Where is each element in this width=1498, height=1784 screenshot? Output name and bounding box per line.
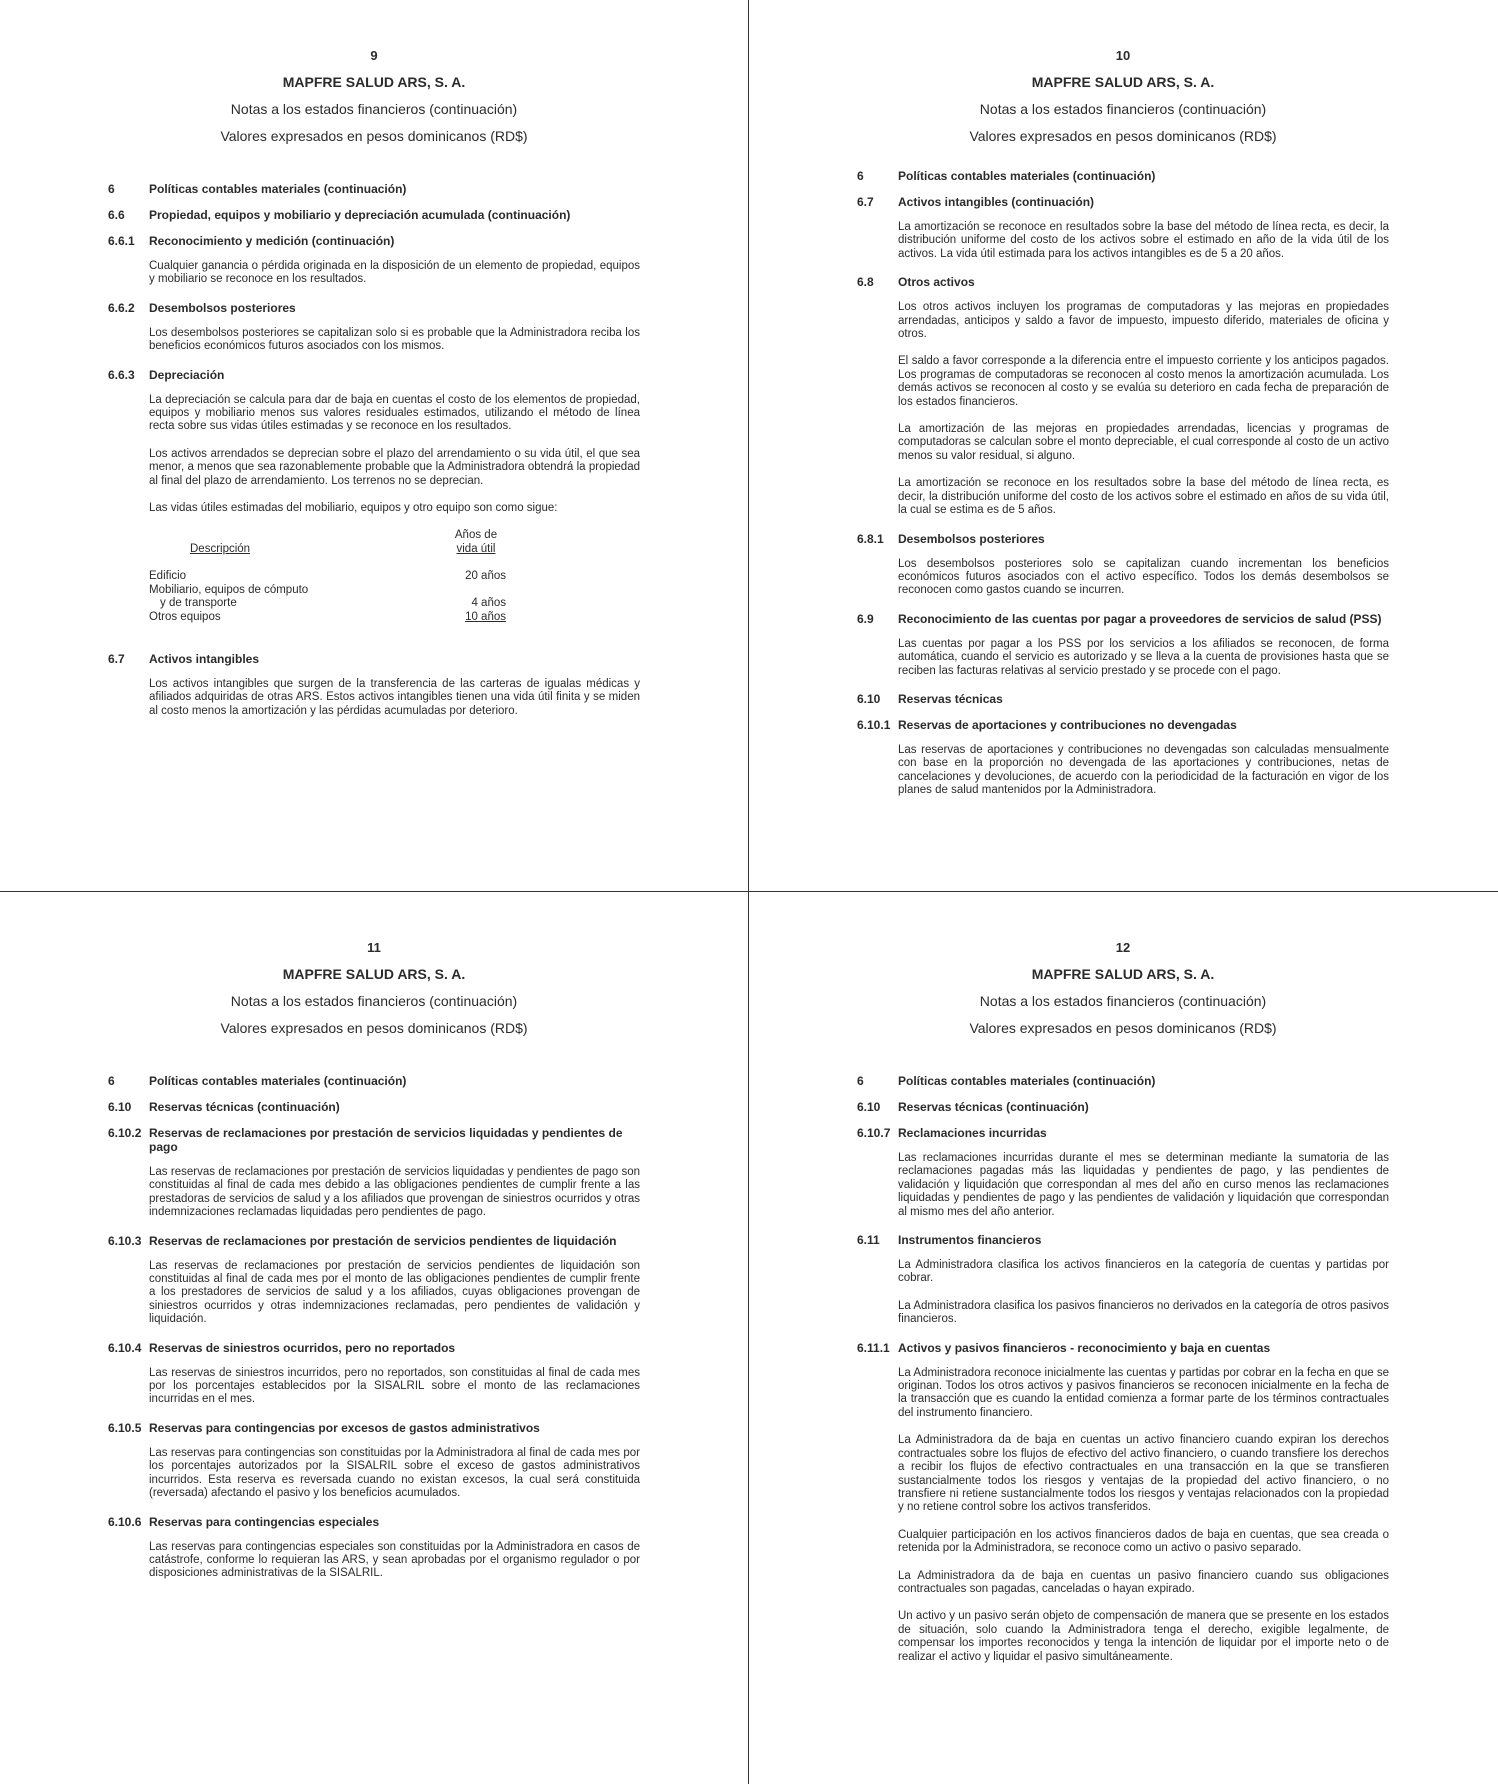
section-title: Reservas de aportaciones y contribuciones no devengadas (898, 717, 1237, 732)
section-number: 6.6.1 (108, 234, 135, 248)
section-heading (108, 1100, 640, 1114)
paragraph: La amortización se reconoce en los resultados sobre la base del método de línea recta, es decir, la distribución uniforme del costo de los activos sobre el estimado en años de su vida útil, la cual se estima es de 5 años. (898, 477, 1389, 517)
useful-life-table (149, 529, 506, 623)
section-heading (857, 195, 1389, 209)
section-number: 6 (857, 1074, 864, 1088)
section-title: Reservas para contingencias por excesos de gastos administrativos (149, 1420, 540, 1435)
paragraph: Las cuentas por pagar a los PSS por los servicios a los afiliados se reconocen, de forma automática, cuando el servicio es autorizado y se lleva a la cuenta de provisiones hasta que se reciben las facturas relativas al servicio prestado y se procede con el pago. (898, 637, 1389, 677)
section-number: 6.10.7 (857, 1126, 891, 1140)
company-name: MAPFRE SALUD ARS, S. A. (282, 74, 466, 90)
section-title: Activos y pasivos financieros - reconocimiento y baja en cuentas (898, 1340, 1271, 1355)
section-number: 6.8 (857, 275, 874, 290)
section-heading (857, 1100, 1389, 1114)
section-number: 6.6 (108, 208, 125, 222)
company-name: MAPFRE SALUD ARS, S. A. (282, 966, 466, 982)
section-heading (108, 208, 640, 222)
company-name: MAPFRE SALUD ARS, S. A. (1031, 74, 1215, 90)
section-title: Reservas técnicas (continuación) (149, 1100, 340, 1114)
section-heading (108, 1515, 640, 1529)
paragraph: La depreciación se calcula para dar de baja en cuentas el costo de los elementos de propiedad, equipos y mobiliario menos sus valores residuales estimados, utilizando el método de línea recta sobre sus vidas útiles estimadas y se reconoce en los resultados. (149, 393, 640, 433)
section-heading (857, 532, 1389, 546)
page-header (857, 0, 1389, 144)
section-heading (857, 1074, 1389, 1088)
paragraph: La Administradora reconoce inicialmente las cuentas y partidas por cobrar en la fecha en que se originan. Todos los otros activos y pasivos financieros se reconocen inicialmente en la fecha de la transacción que es cuando la entidad comienza a formar parte de los términos contractuales del instrumento financiero. (898, 1366, 1389, 1419)
section-heading (857, 169, 1389, 183)
section-number: 6 (108, 1074, 115, 1088)
page-number: 9 (370, 48, 378, 63)
section-number: 6.10 (857, 691, 881, 706)
table-cell-label: Mobiliario, equipos de cómputo (149, 583, 309, 596)
section-heading (108, 1074, 640, 1088)
section-title: Reservas para contingencias especiales (149, 1514, 380, 1529)
paragraph: Los activos intangibles que surgen de la transferencia de las carteras de igualas médicas y afiliados adquiridas de otras ARS. Estos activos intangibles tienen una vida útil finita y se miden al costo menos la amortización y las pérdidas acumuladas por deterioro. (149, 677, 640, 717)
section-number: 6.8.1 (857, 531, 884, 546)
section-title: Reconocimiento de las cuentas por pagar a proveedores de servicios de salud (PSS) (898, 611, 1382, 626)
table-cell-label: Edificio (149, 570, 187, 583)
paragraph: Cualquier ganancia o pérdida originada en la disposición de un elemento de propiedad, equipos y mobiliario se reconoce en los resultados. (149, 260, 640, 286)
paragraph: Las reservas de aportaciones y contribuciones no devengadas son calculadas mensualmente con base en la proporción no devengada de las aportaciones y contribuciones, netas de cancelaciones y devoluciones, de acuerdo con la periodicidad de la facturación en vigor de los planes de salud mantenidos por la Administradora. (898, 743, 1389, 797)
currency-note: Valores expresados en pesos dominicanos (RD$) (220, 1020, 528, 1036)
currency-note: Valores expresados en pesos dominicanos (RD$) (220, 128, 528, 144)
section-number: 6.10.5 (108, 1420, 142, 1435)
section-title: Reservas técnicas (898, 691, 1003, 706)
paragraph: Cualquier participación en los activos financieros dados de baja en cuentas, que sea creada o retenida por la Administradora, se reconoce como un activo o pasivo separado. (898, 1528, 1389, 1555)
paragraph: El saldo a favor corresponde a la diferencia entre el impuesto corriente y los anticipos pagados. Los programas de computadoras se reconocen al costo menos la amortización acumulada. Los demás activos se reconocen al costo y se evalúa su deterioro en cada fecha de preparación de los estados financieros. (898, 355, 1389, 408)
page-number: 12 (1115, 940, 1131, 955)
page-10 (749, 0, 1497, 891)
section-heading (857, 1233, 1389, 1247)
paragraph: Los activos arrendados se deprecian sobre el plazo del arrendamiento o su vida útil, el que sea menor, a menos que sea razonablemente probable que la Administradora obtendrá la propiedad al final del plazo de arrendamiento. Los terrenos no se deprecian. (149, 447, 640, 487)
page-subtitle: Notas a los estados financieros (continuación) (230, 993, 518, 1009)
page-body (857, 1074, 1389, 1664)
section-title: Propiedad, equipos y mobiliario y depreciación acumulada (continuación) (149, 208, 571, 222)
table-cell-value: 10 años (465, 610, 506, 623)
table-header-description: Descripción (190, 542, 251, 555)
section-title: Reservas de reclamaciones por prestación de servicios liquidadas y pendientes de pago (149, 1126, 623, 1154)
paragraph: La Administradora da de baja en cuentas un activo financiero cuando expiran los derechos contractuales sobre los flujos de efectivo del activo financiero, o cuando transfiere los derechos a recibir los flujos de efectivo contractuales en una transacción en la que se transfieren sustancialmente todos los riesgos y ventajas de la propiedad del activo financiero, o no transfiere ni retiene sustancialmente todos los riesgos y ventajas relacionados con la propiedad y no retiene control sobre los activos transferidos. (898, 1434, 1389, 1514)
table-row (149, 570, 506, 583)
section-heading (857, 275, 1389, 289)
section-number: 6.10.6 (108, 1514, 142, 1529)
section-number: 6.6.2 (108, 300, 135, 315)
table-header-row (149, 529, 506, 556)
paragraph: Los otros activos incluyen los programas de computadoras y las mejoras en propiedades arrendadas, anticipos y saldo a favor de impuesto, impuesto diferido, materiales de oficina y otros. (898, 301, 1389, 341)
page-subtitle: Notas a los estados financieros (continuación) (979, 101, 1267, 117)
company-name: MAPFRE SALUD ARS, S. A. (1031, 966, 1215, 982)
page-body (108, 1074, 640, 1581)
paragraph: Las vidas útiles estimadas del mobiliario, equipos y otro equipo son como sigue: (149, 502, 558, 515)
paragraph: Las reservas de siniestros incurridos, pero no reportados, son constituidas al final de cada mes por los porcentajes establecidos por la SISALRIL sobre el monto de las reclamaciones incurridas en el mes. (149, 1366, 640, 1406)
section-title: Reservas de siniestros ocurridos, pero no reportados (149, 1340, 456, 1355)
page-header (108, 0, 640, 144)
section-heading (108, 1341, 640, 1355)
section-title: Políticas contables materiales (continuación) (149, 182, 407, 196)
section-title: Desembolsos posteriores (149, 300, 296, 315)
section-title: Reservas técnicas (continuación) (898, 1100, 1089, 1114)
section-heading (857, 718, 1389, 732)
section-heading (108, 652, 640, 666)
table-row (149, 597, 506, 610)
page-12 (749, 892, 1497, 1783)
section-number: 6.10.2 (108, 1126, 142, 1140)
section-number: 6.10.3 (108, 1233, 142, 1248)
section-number: 6 (857, 169, 864, 183)
section-heading (108, 1126, 640, 1154)
section-title: Instrumentos financieros (898, 1233, 1042, 1248)
table-cell-label: Otros equipos (149, 610, 221, 623)
section-heading (857, 1126, 1389, 1140)
table-row (149, 584, 506, 597)
page-header (857, 892, 1389, 1036)
section-heading (857, 692, 1389, 706)
section-number: 6 (108, 182, 115, 196)
paragraph: Las reservas para contingencias son constituidas por la Administradora al final de cada mes por los porcentajes autorizados por la SISALRIL sobre el exceso de gastos administrativos incurridos. Esta reserva es reversada cuando no existan excesos, la cual será constituida (reversada) afectando el pasivo y los beneficios acumulados. (149, 1446, 640, 1500)
section-number: 6.10.1 (857, 717, 891, 732)
page-11 (0, 892, 748, 1783)
section-number: 6.10 (108, 1100, 132, 1114)
paragraph: La amortización se reconoce en resultados sobre la base del método de línea recta, es decir, la distribución uniforme del costo de los activos sobre el estimado en año de la vida útil de los activos. La vida útil estimada para los activos intangibles es de 5 a 20 años. (898, 221, 1389, 260)
section-number: 6.6.3 (108, 367, 135, 382)
paragraph: La Administradora clasifica los pasivos financieros no derivados en la categoría de otros pasivos financieros. (898, 1299, 1389, 1326)
section-number: 6.7 (857, 195, 874, 209)
section-number: 6.7 (108, 651, 125, 666)
section-title: Activos intangibles (149, 651, 260, 666)
section-title: Políticas contables materiales (continuación) (149, 1074, 407, 1088)
table-header-line1: Años de (454, 529, 498, 542)
section-number: 6.9 (857, 611, 874, 626)
table-header-line2: vida útil (456, 542, 496, 555)
currency-note: Valores expresados en pesos dominicanos (RD$) (969, 1020, 1277, 1036)
table-cell-value: 20 años (465, 570, 506, 583)
page-body (108, 182, 640, 718)
paragraph: Las reclamaciones incurridas durante el mes se determinan mediante la sumatoria de las reclamaciones pagadas más las liquidadas y pendientes de pago, y las pendientes de validación y liquidación que correspondan al mes del año en curso menos las reclamaciones liquidadas y pendientes de pago y las pendientes de validación y liquidación que correspondan al mismo mes del año anterior. (898, 1152, 1389, 1218)
section-heading (108, 368, 640, 382)
section-number: 6.11.1 (857, 1340, 890, 1355)
section-heading (108, 301, 640, 315)
section-number: 6.10.4 (108, 1340, 142, 1355)
paragraph: La amortización de las mejoras en propiedades arrendadas, licencias y programas de computadoras se calculan sobre el monto depreciable, el cual corresponde al costo de un activo menos su valor residual, si alguno. (898, 423, 1389, 462)
paragraph: Los desembolsos posteriores se capitalizan solo si es probable que la Administradora reciba los beneficios económicos futuros asociados con los mismos. (149, 326, 640, 353)
page-body (857, 169, 1389, 798)
page-header (108, 892, 640, 1036)
section-title: Depreciación (149, 367, 225, 382)
paragraph: Un activo y un pasivo serán objeto de compensación de manera que se presente en los estados de situación, solo cuando la Administradora tenga el derecho, exigible legalmente, de compensar los importes reconocidos y tenga la intención de liquidar por el importe neto o de realizar el activo y liquidar el pasivo simultáneamente. (898, 1610, 1389, 1663)
section-title: Reclamaciones incurridas (898, 1126, 1047, 1140)
section-number: 6.10 (857, 1100, 881, 1114)
section-title: Otros activos (898, 275, 975, 290)
paragraph: Las reservas de reclamaciones por prestación de servicios pendientes de liquidación son constituidas al final de cada mes por el monto de las obligaciones pendientes de cumplir frente a los prestadores de servicios de salud y a los afiliados, cuyas obligaciones provengan de siniestros ocurridos y otras indemnizaciones reclamadas, pero pendientes de validación y liquidación. (149, 1259, 640, 1326)
section-title: Reconocimiento y medición (continuación) (149, 234, 395, 248)
paragraph: La Administradora da de baja en cuentas un pasivo financiero cuando sus obligaciones contractuales son pagadas, canceladas o hayan expirado. (898, 1569, 1389, 1595)
page-9 (0, 0, 748, 891)
section-title: Activos intangibles (continuación) (898, 195, 1095, 209)
section-title: Reservas de reclamaciones por prestación de servicios pendientes de liquidación (149, 1233, 617, 1248)
page-subtitle: Notas a los estados financieros (continuación) (979, 993, 1267, 1009)
table-header-useful-life (446, 529, 506, 556)
page-number: 11 (367, 940, 381, 955)
page-subtitle: Notas a los estados financieros (continuación) (230, 101, 518, 117)
paragraph: La Administradora clasifica los activos financieros en la categoría de cuentas y partidas por cobrar. (898, 1259, 1389, 1285)
page-number: 10 (1115, 48, 1131, 63)
section-heading (108, 1421, 640, 1435)
paragraph: Los desembolsos posteriores solo se capitalizan cuando incrementan los beneficios económicos futuros asociados con el activo específico. Todos los demás desembolsos se reconocen como gastos cuando se incurren. (898, 557, 1389, 597)
section-heading (857, 1341, 1389, 1355)
section-number: 6.11 (857, 1233, 880, 1248)
table-cell-value: 4 años (471, 597, 506, 610)
table-cell-label: y de transporte (160, 597, 237, 610)
section-heading (108, 182, 640, 196)
section-title: Desembolsos posteriores (898, 531, 1045, 546)
section-heading (108, 1234, 640, 1248)
paragraph: Las reservas para contingencias especiales son constituidas por la Administradora en casos de catástrofe, conforme lo requieran las ARS, y sean aprobadas por el organismo regulador o por disposiciones administrativas de la SISALRIL. (149, 1540, 640, 1580)
section-heading (857, 612, 1389, 626)
currency-note: Valores expresados en pesos dominicanos (RD$) (969, 128, 1277, 144)
paragraph: Las reservas de reclamaciones por prestación de servicios liquidadas y pendientes de pago son constituidas al final de cada mes debido a las obligaciones pendientes de cumplir frente a las prestadoras de servicios de salud y a los afiliados que provengan de siniestros ocurridos y otras indemnizaciones reclamadas liquidadas pero pendientes de pago. (149, 1166, 640, 1219)
section-title: Políticas contables materiales (continuación) (898, 169, 1156, 183)
table-row (149, 611, 506, 624)
section-heading (108, 234, 640, 248)
section-title: Políticas contables materiales (continuación) (898, 1074, 1156, 1088)
